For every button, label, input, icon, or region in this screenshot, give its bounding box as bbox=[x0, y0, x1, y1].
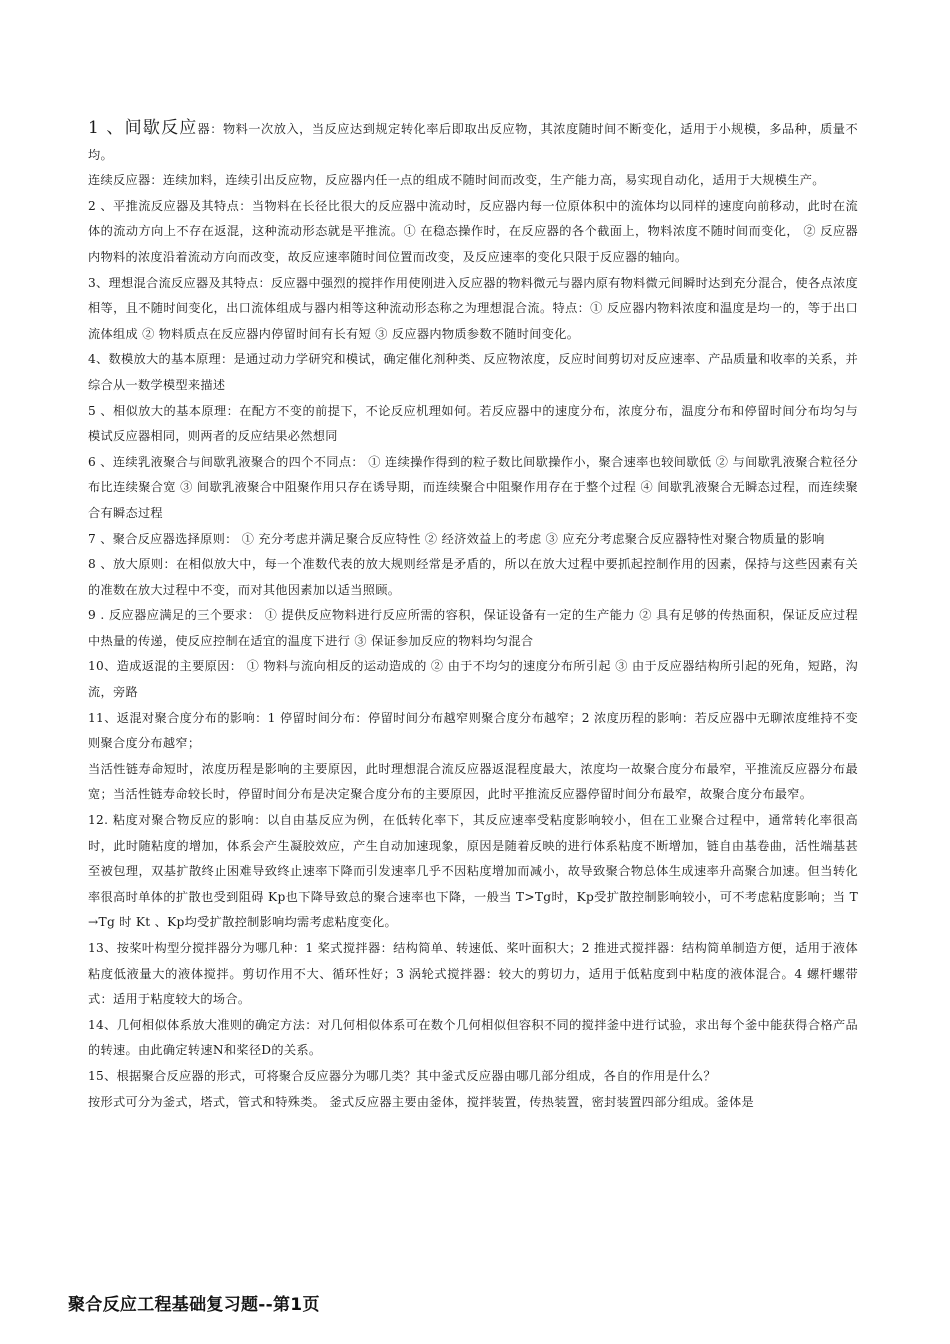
paragraph-11: 11、返混对聚合度分布的影响：1 停留时间分布：停留时间分布越窄则聚合度分布越窄；2 浓度历程的影响：若反应器中无聊浓度维持不变则聚合度分布越窄； bbox=[88, 710, 858, 751]
paragraph-14: 14、几何相似体系放大准则的确定方法：对几何相似体系可在数个几何相似但容积不同的搅拌釜中进行试验，求出每个釜中能获得合格产品的转速。由此确定转速N和桨径D的关系。 bbox=[88, 1017, 858, 1058]
paragraph-continuous-reactor: 连续反应器：连续加料，连续引出反应物，反应器内任一点的组成不随时间而改变，生产能力高，易实现自动化，适用于大规模生产。 bbox=[88, 173, 825, 188]
paragraph-1 bbox=[88, 116, 858, 168]
paragraph-1-lead: 1 、间歇反应 bbox=[88, 118, 198, 138]
paragraph-4: 4、数模放大的基本原理：是通过动力学研究和模试，确定催化剂种类、反应物浓度，反应时间剪切对反应速率、产品质量和收率的关系，并综合从一数学模型来描述 bbox=[88, 352, 858, 392]
document-body bbox=[88, 116, 858, 1115]
paragraph-2: 2 、平推流反应器及其特点：当物料在长径比很大的反应器中流动时，反应器内每一位原体积中的流体均以同样的速度向前移动，此时在流体的流动方向上不存在返混，这种流动形态就是平推流。① 在稳态操作时，在反应器的各个截面上，物料浓度不随时间而变化， ② 反应器内物料的浓度沿着流动方向而改变，故反应速率随时间位置而改变，及反应速率的变化只限于反应器的轴向。 bbox=[88, 198, 858, 264]
paragraph-1-text: 器：物料一次放入，当反应达到规定转化率后即取出反应物，其浓度随时间不断变化，适用于小规模，多品种，质量不均。 bbox=[88, 122, 858, 162]
paragraph-7: 7 、聚合反应器选择原则： ① 充分考虑并满足聚合反应特性 ② 经济效益上的考虑 ③ 应充分考虑聚合反应器特性对聚合物质量的影响 bbox=[88, 531, 825, 546]
paragraph-8: 8 、放大原则：在相似放大中，每一个准数代表的放大规则经常是矛盾的，所以在放大过程中要抓起控制作用的因素，保持与这些因素有关的准数在放大过程中不变，而对其他因素加以适当照顾。 bbox=[88, 557, 858, 597]
paragraph-10: 10、造成返混的主要原因： ① 物料与流向相反的运动造成的 ② 由于不均匀的速度分布所引起 ③ 由于反应器结构所引起的死角，短路，沟流，旁路 bbox=[88, 659, 858, 700]
paragraph-3: 3、理想混合流反应器及其特点：反应器中强烈的搅拌作用使刚进入反应器的物料微元与器内原有物料微元间瞬时达到充分混合，使各点浓度相等，且不随时间变化，出口流体组成与器内相等这种流动形态称之为理想混合流。特点：① 反应器内物料浓度和温度是均一的，等于出口流体组成 ② 物料质点在反应器内停留时间有长有短 ③ 反应器内物质参数不随时间变化。 bbox=[88, 275, 858, 341]
paragraph-9: 9 . 反应器应满足的三个要求： ① 提供反应物料进行反应所需的容积，保证设备有一定的生产能力 ② 具有足够的传热面积，保证反应过程中热量的传递，使反应控制在适宜的温度下进行 ③ 保证参加反应的物料均匀混合 bbox=[88, 608, 858, 648]
paragraph-11-continued: 当活性链寿命短时，浓度历程是影响的主要原因，此时理想混合流反应器返混程度最大，浓度均一故聚合度分布最窄，平推流反应器分布最宽；当活性链寿命较长时，停留时间分布是决定聚合度分布的主要原因，此时平推流反应器停留时间分布最窄，故聚合度分布最窄。 bbox=[88, 761, 858, 802]
page-footer: 聚合反应工程基础复习题--第1页 bbox=[68, 1295, 320, 1315]
paragraph-12: 12. 粘度对聚合物反应的影响：以自由基反应为例，在低转化率下，其反应速率受粘度影响较小，但在工业聚合过程中，通常转化率很高时，此时随粘度的增加，体系会产生凝胶效应，产生自动加速现象，原因是随着反映的进行体系粘度不断增加，链自由基卷曲，活性端基甚至被包理，双基扩散终止困难导致终止速率下降而引发速率几乎不因粘度增加而减小，故导致聚合物总体生成速率升高聚合加速。但当转化率很高时单体的扩散也受到阻碍 Kp也下降导致总的聚合速率也下降，一般当 T>Tg时，Kp受扩散控制影响较小，可不考虑粘度影响；当 T→Tg 时 Kt 、Kp均受扩散控制影响均需考虑粘度变化。 bbox=[88, 813, 858, 930]
paragraph-5: 5 、相似放大的基本原理：在配方不变的前提下，不论反应机理如何。若反应器中的速度分布，浓度分布，温度分布和停留时间分布均匀与模试反应器相同，则两者的反应结果必然想同 bbox=[88, 403, 858, 444]
paragraph-13: 13、按桨叶构型分搅拌器分为哪几种：1 桨式搅拌器：结构简单、转速低、桨叶面积大；2 推进式搅拌器：结构简单制造方便，适用于液体粘度低液量大的液体搅拌。剪切作用不大、循环性好；3 涡轮式搅拌器：较大的剪切力，适用于低粘度到中粘度的液体混合。4 螺杆螺带式：适用于粘度较大的场合。 bbox=[88, 941, 858, 1007]
paragraph-15: 15、根据聚合反应器的形式，可将聚合反应器分为哪几类？其中釜式反应器由哪几部分组成，各自的作用是什么？ bbox=[88, 1068, 716, 1083]
paragraph-15-answer: 按形式可分为釜式，塔式，管式和特殊类。 釜式反应器主要由釜体，搅拌装置，传热装置，密封装置四部分组成。釜体是 bbox=[88, 1094, 755, 1109]
paragraph-6: 6 、连续乳液聚合与间歇乳液聚合的四个不同点： ① 连续操作得到的粒子数比间歇操作小，聚合速率也较间歇低 ② 与间歇乳液聚合粒径分布比连续聚合宽 ③ 间歇乳液聚合中阻聚作用只存在诱导期，而连续聚合中阻聚作用存在于整个过程 ④ 间歇乳液聚合无瞬态过程，而连续聚合有瞬态过程 bbox=[88, 454, 858, 520]
